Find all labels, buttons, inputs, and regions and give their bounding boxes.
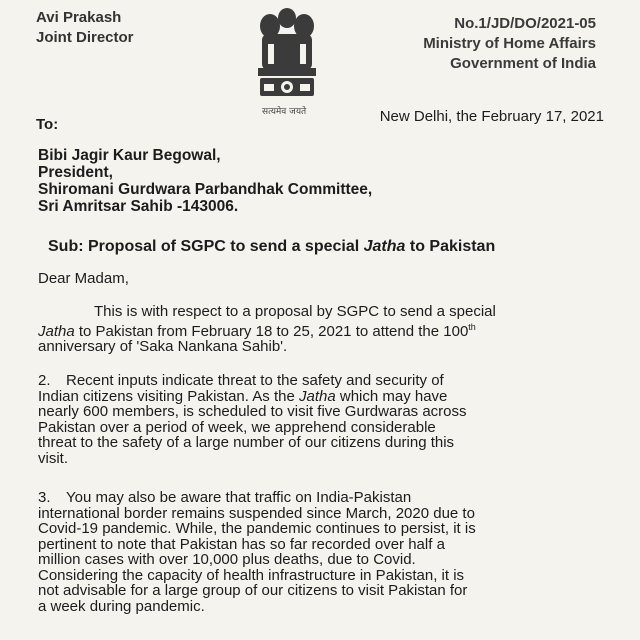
para2-line: nearly 600 members, is scheduled to visit five Gurdwaras across xyxy=(38,403,467,420)
para2-jatha: Jatha xyxy=(298,387,336,405)
recipient-block xyxy=(38,147,372,215)
para2-line: visit. xyxy=(38,449,68,467)
para1-line: anniversary of 'Saka Nankana Sahib'. xyxy=(38,338,288,355)
para2-line: threat to the safety of a large number of our citizens during this xyxy=(38,434,455,451)
para3-number: 3. xyxy=(38,489,51,506)
recipient-title: President, xyxy=(38,164,113,181)
para2-line: Recent inputs indicate threat to the safety and security of xyxy=(66,372,444,389)
to-label: To: xyxy=(36,116,59,133)
para2-number: 2. xyxy=(38,372,51,389)
para3-line: pertinent to note that Pakistan has so far recorded over half a xyxy=(38,535,445,553)
recipient-org: Shiromani Gurdwara Parbandhak Committee, xyxy=(38,181,373,198)
sender-designation: Joint Director xyxy=(36,29,134,46)
salutation: Dear Madam, xyxy=(38,270,129,287)
para1-line: This is with respect to a proposal by SGPC to send a special xyxy=(94,303,496,320)
subject-suffix: to Pakistan xyxy=(405,238,496,255)
para3-line: Covid-19 pandemic. While, the pandemic continues to persist, it is xyxy=(38,520,476,537)
paragraph-2 xyxy=(38,373,467,466)
para3-line: not advisable for a large group of our citizens to visit Pakistan for xyxy=(38,582,468,599)
para3-line: million cases with over 10,000 plus deaths, due to Covid. xyxy=(38,551,416,568)
para2-line: Pakistan over a period of week, we apprehend considerable xyxy=(38,418,436,436)
para2-line: which may have xyxy=(335,387,448,405)
sender-name: Avi Prakash xyxy=(36,9,122,26)
para3-line: You may also be aware that traffic on India-Pakistan xyxy=(66,489,412,506)
emblem-motto: सत्यमेव जयते xyxy=(262,107,307,117)
para3-line: a week during pandemic. xyxy=(38,597,205,615)
para1-jatha: Jatha xyxy=(38,322,75,340)
subject-prefix: Sub: Proposal of SGPC to send a special xyxy=(48,238,364,255)
reference-number: No.1/JD/DO/2021-05 xyxy=(454,15,596,32)
government-name: Government of India xyxy=(450,55,596,72)
national-emblem-icon xyxy=(248,4,326,114)
recipient-name: Bibi Jagir Kaur Begowal, xyxy=(38,147,221,164)
recipient-address: Sri Amritsar Sahib -143006. xyxy=(38,198,239,215)
subject-line xyxy=(48,238,495,256)
para3-line: international border remains suspended since March, 2020 due to xyxy=(38,504,475,522)
paragraph-1 xyxy=(38,304,496,355)
para2-line: Indian citizens visiting Pakistan. As the xyxy=(38,387,299,405)
place-date: New Delhi, the February 17, 2021 xyxy=(379,108,604,125)
subject-jatha: Jatha xyxy=(363,238,406,255)
reference-block xyxy=(423,14,596,74)
para3-line: Considering the capacity of health infrastructure in Pakistan, it is xyxy=(38,566,465,584)
paragraph-3 xyxy=(38,490,476,614)
para1-sup: th xyxy=(468,321,476,332)
ministry-name: Ministry of Home Affairs xyxy=(423,35,596,52)
sender-block xyxy=(36,8,134,48)
para1-line: to Pakistan from February 18 to 25, 2021 to attend the 100 xyxy=(74,322,469,340)
